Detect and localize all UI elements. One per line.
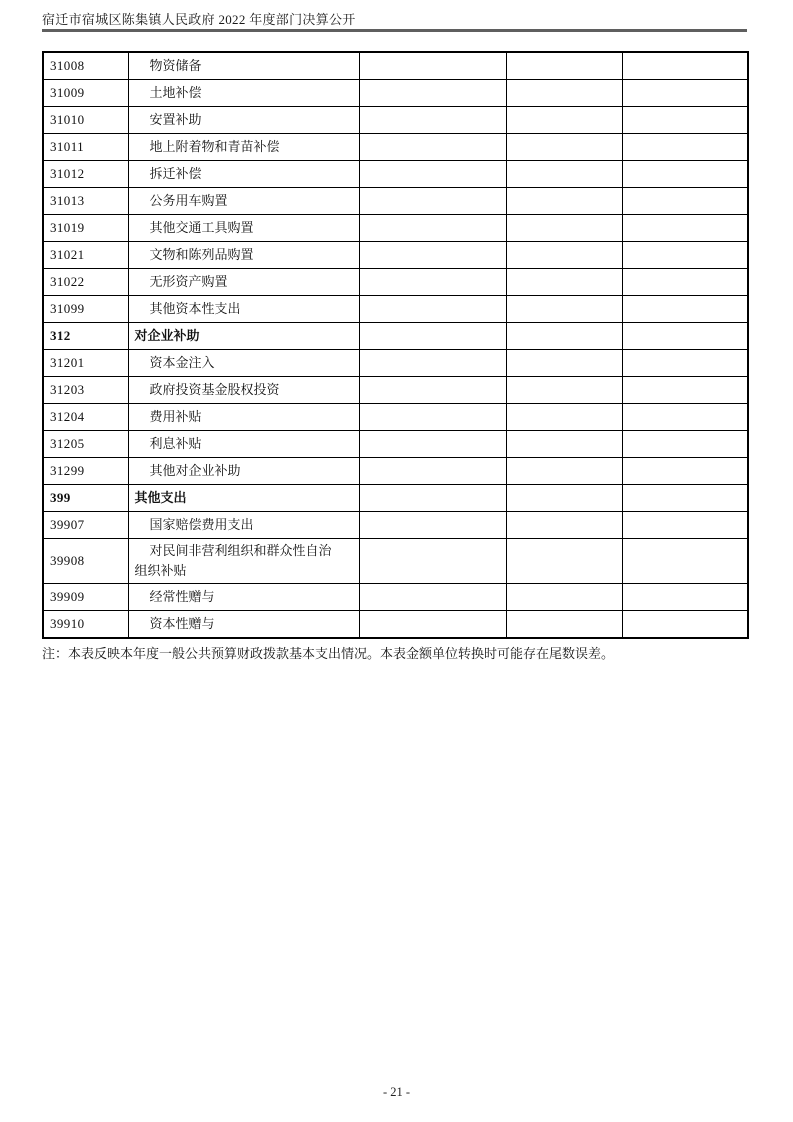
value-cell — [359, 539, 506, 584]
table-row — [43, 215, 748, 242]
table-row — [43, 350, 748, 377]
table-row — [43, 584, 748, 611]
value-cell — [622, 377, 748, 404]
value-cell — [622, 80, 748, 107]
code-cell: 31099 — [43, 296, 128, 323]
value-cell — [622, 512, 748, 539]
value-cell — [622, 404, 748, 431]
page-footer — [0, 1085, 793, 1100]
item-name: 利息补贴 — [149, 436, 202, 451]
code-cell: 31009 — [43, 80, 128, 107]
code-cell: 31204 — [43, 404, 128, 431]
table-note: 注：本表反映本年度一般公共预算财政拨款基本支出情况。本表金额单位转换时可能存在尾数误差。 — [42, 646, 615, 661]
item-name: 其他对企业补助 — [149, 463, 241, 478]
value-cell — [622, 52, 748, 80]
name-cell — [128, 161, 359, 188]
value-cell — [622, 134, 748, 161]
value-cell — [359, 431, 506, 458]
item-name: 政府投资基金股权投资 — [149, 382, 280, 397]
value-cell — [506, 485, 622, 512]
code-cell: 31010 — [43, 107, 128, 134]
code-cell: 31203 — [43, 377, 128, 404]
item-name: 经常性赠与 — [149, 589, 215, 604]
item-name: 组织补贴 — [134, 563, 187, 578]
value-cell — [506, 134, 622, 161]
table-row — [43, 539, 748, 584]
page-number: - 21 - — [382, 1085, 411, 1099]
name-cell — [128, 584, 359, 611]
value-cell — [359, 134, 506, 161]
table-row — [43, 458, 748, 485]
value-cell — [359, 296, 506, 323]
value-cell — [359, 350, 506, 377]
item-name: 资本性赠与 — [149, 616, 215, 631]
value-cell — [622, 269, 748, 296]
item-name: 其他支出 — [134, 490, 187, 505]
value-cell — [359, 458, 506, 485]
name-cell — [128, 80, 359, 107]
name-cell — [128, 215, 359, 242]
value-cell — [622, 350, 748, 377]
code-cell: 39909 — [43, 584, 128, 611]
value-cell — [506, 188, 622, 215]
code-cell: 39910 — [43, 611, 128, 639]
code-cell: 31022 — [43, 269, 128, 296]
value-cell — [622, 431, 748, 458]
document-header — [42, 0, 747, 32]
item-name: 公务用车购置 — [149, 193, 228, 208]
value-cell — [622, 188, 748, 215]
value-cell — [506, 242, 622, 269]
name-cell — [128, 458, 359, 485]
value-cell — [506, 431, 622, 458]
item-name: 国家赔偿费用支出 — [149, 517, 254, 532]
header-divider — [42, 29, 747, 32]
item-name: 费用补贴 — [149, 409, 202, 424]
value-cell — [359, 323, 506, 350]
item-name: 拆迁补偿 — [149, 166, 202, 181]
value-cell — [622, 458, 748, 485]
budget-table-body — [43, 52, 748, 638]
value-cell — [506, 269, 622, 296]
code-cell: 31021 — [43, 242, 128, 269]
name-cell — [128, 512, 359, 539]
value-cell — [506, 539, 622, 584]
name-cell — [128, 188, 359, 215]
table-row — [43, 242, 748, 269]
table-row — [43, 269, 748, 296]
name-cell — [128, 377, 359, 404]
name-cell — [128, 134, 359, 161]
table-row — [43, 404, 748, 431]
item-name: 其他交通工具购置 — [149, 220, 254, 235]
value-cell — [506, 611, 622, 639]
code-cell: 31019 — [43, 215, 128, 242]
value-cell — [506, 458, 622, 485]
value-cell — [506, 404, 622, 431]
table-row — [43, 512, 748, 539]
table-row — [43, 188, 748, 215]
value-cell — [622, 107, 748, 134]
item-name: 资本金注入 — [149, 355, 215, 370]
value-cell — [622, 323, 748, 350]
value-cell — [359, 485, 506, 512]
value-cell — [506, 107, 622, 134]
value-cell — [506, 584, 622, 611]
value-cell — [359, 404, 506, 431]
value-cell — [359, 269, 506, 296]
item-name: 安置补助 — [149, 112, 202, 127]
value-cell — [622, 485, 748, 512]
name-cell — [128, 485, 359, 512]
name-cell — [128, 52, 359, 80]
value-cell — [359, 215, 506, 242]
value-cell — [359, 377, 506, 404]
code-cell: 312 — [43, 323, 128, 350]
table-row — [43, 52, 748, 80]
table-row — [43, 134, 748, 161]
value-cell — [506, 52, 622, 80]
name-cell — [128, 404, 359, 431]
value-cell — [359, 611, 506, 639]
code-cell: 31012 — [43, 161, 128, 188]
value-cell — [506, 350, 622, 377]
name-cell — [128, 323, 359, 350]
value-cell — [622, 242, 748, 269]
table-row — [43, 80, 748, 107]
item-name: 对民间非营利组织和群众性自治 — [149, 543, 332, 558]
item-name: 土地补偿 — [149, 85, 202, 100]
code-cell: 31201 — [43, 350, 128, 377]
budget-table — [42, 51, 749, 639]
table-row — [43, 431, 748, 458]
name-cell — [128, 269, 359, 296]
name-cell — [128, 431, 359, 458]
table-row — [43, 161, 748, 188]
code-cell: 39908 — [43, 539, 128, 584]
document-page — [42, 0, 747, 663]
table-row — [43, 485, 748, 512]
value-cell — [622, 296, 748, 323]
name-cell — [128, 242, 359, 269]
name-cell — [128, 611, 359, 639]
table-row — [43, 107, 748, 134]
document-title: 宿迁市宿城区陈集镇人民政府 2022 年度部门决算公开 — [42, 12, 356, 27]
value-cell — [359, 188, 506, 215]
item-name: 其他资本性支出 — [149, 301, 241, 316]
table-row — [43, 323, 748, 350]
code-cell: 399 — [43, 485, 128, 512]
item-name: 无形资产购置 — [149, 274, 228, 289]
value-cell — [506, 215, 622, 242]
item-name: 文物和陈列品购置 — [149, 247, 254, 262]
value-cell — [359, 80, 506, 107]
code-cell: 31205 — [43, 431, 128, 458]
value-cell — [622, 161, 748, 188]
value-cell — [506, 161, 622, 188]
table-row — [43, 296, 748, 323]
value-cell — [506, 512, 622, 539]
value-cell — [359, 512, 506, 539]
name-cell — [128, 350, 359, 377]
table-row — [43, 377, 748, 404]
name-cell — [128, 539, 359, 584]
value-cell — [506, 296, 622, 323]
item-name: 地上附着物和青苗补偿 — [149, 139, 280, 154]
code-cell: 31008 — [43, 52, 128, 80]
value-cell — [359, 242, 506, 269]
value-cell — [359, 52, 506, 80]
value-cell — [506, 377, 622, 404]
value-cell — [359, 107, 506, 134]
value-cell — [359, 584, 506, 611]
value-cell — [622, 611, 748, 639]
value-cell — [506, 323, 622, 350]
code-cell: 31013 — [43, 188, 128, 215]
value-cell — [622, 215, 748, 242]
value-cell — [622, 539, 748, 584]
code-cell: 39907 — [43, 512, 128, 539]
table-row — [43, 611, 748, 639]
value-cell — [359, 161, 506, 188]
value-cell — [622, 584, 748, 611]
code-cell: 31299 — [43, 458, 128, 485]
name-cell — [128, 296, 359, 323]
value-cell — [506, 80, 622, 107]
item-name: 对企业补助 — [134, 328, 200, 343]
item-name: 物资储备 — [149, 58, 202, 73]
code-cell: 31011 — [43, 134, 128, 161]
name-cell — [128, 107, 359, 134]
